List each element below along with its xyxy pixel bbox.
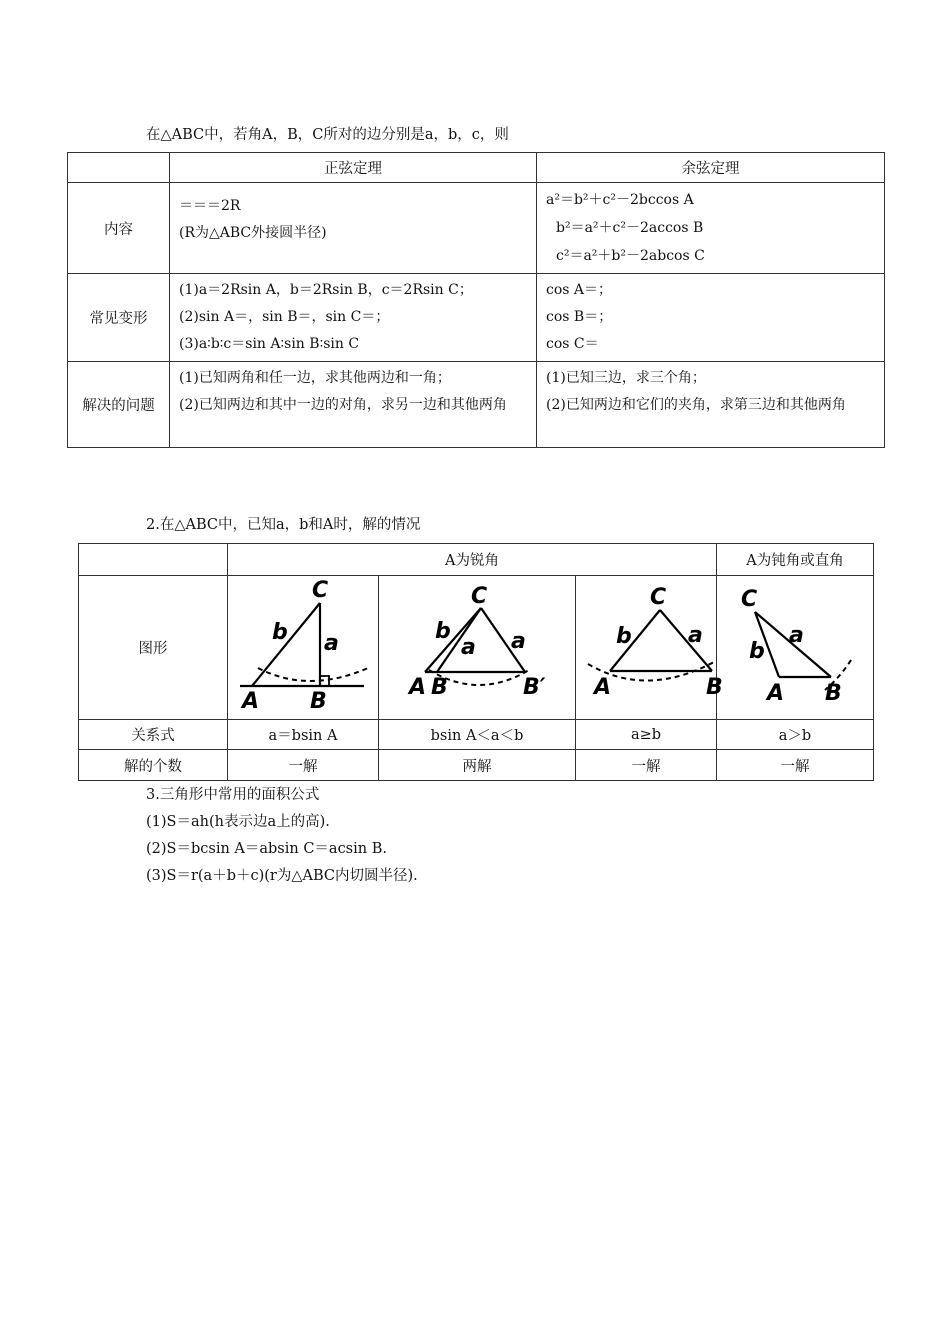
sine-problems: [170, 362, 537, 448]
header-cosine-law: 余弦定理: [537, 153, 885, 183]
section3: [146, 782, 418, 890]
area-formula: (2)S＝bcsin A＝absin C＝acsin B.: [146, 841, 387, 857]
intro-text: 在△ABC中，若角A，B，C所对的边分别是a，b，c，则: [146, 127, 509, 143]
count-cell: 两解: [379, 750, 576, 781]
fig1-label: a: [324, 631, 339, 656]
area-formula: (3)S＝r(a＋b＋c)(r为△ABC内切圆半径).: [146, 868, 418, 884]
relation-label: 关系式: [79, 720, 228, 750]
figure-two-solutions: [379, 576, 576, 720]
sine-content-line: (R为△ABC外接圆半径): [179, 225, 327, 241]
fig2-label: a: [511, 629, 526, 654]
fig4-label: C: [741, 587, 758, 612]
count-label: 解的个数: [79, 750, 228, 781]
cosine-problem-line: (1)已知三边，求三个角；: [546, 370, 706, 386]
cosine-variant-line: cos A＝；: [546, 282, 613, 298]
cosine-problem-line: (2)已知两边和它们的夹角，求第三边和其他两角: [546, 397, 846, 413]
fig4-label: a: [789, 623, 804, 648]
area-formula: (1)S＝ah(h表示边a上的高).: [146, 814, 330, 830]
relation-cell: a≥b: [576, 720, 717, 750]
fig4-label: b: [749, 639, 765, 664]
fig4-label: B: [825, 681, 842, 706]
count-cell: 一解: [576, 750, 717, 781]
sine-problem-line: (2)已知两边和其中一边的对角，求另一边和其他两角: [179, 397, 507, 413]
fig3-label: A: [594, 675, 612, 700]
fig4-label: A: [767, 681, 785, 706]
cosine-variants: [537, 274, 885, 362]
row-label-variants: 常见变形: [68, 274, 170, 362]
header-empty: [68, 153, 170, 183]
cosine-variant-line: cos B＝；: [546, 309, 613, 325]
figure-one-solution-a-ge-b: [576, 576, 723, 720]
header-empty: [79, 544, 228, 576]
fig3-label: b: [616, 624, 632, 649]
solution-cases-table: [78, 543, 874, 781]
fig1-label: B: [310, 689, 327, 714]
fig2-label: B′: [523, 675, 546, 700]
cosine-problems: [537, 362, 885, 448]
relation-cell: a＝bsin A: [228, 720, 379, 750]
fig2-label: B: [431, 675, 448, 700]
fig2-label: a: [461, 635, 476, 660]
sine-content: [170, 183, 537, 274]
fig3-label: a: [688, 623, 703, 648]
cosine-content-line: b²＝a²＋c²－2accos B: [556, 220, 704, 236]
section2-title: 2.在△ABC中，已知a，b和A时，解的情况: [146, 517, 421, 533]
cosine-content-line: a²＝b²＋c²－2bccos A: [546, 192, 694, 208]
header-acute: A为锐角: [228, 544, 717, 576]
header-obtuse: A为钝角或直角: [717, 544, 874, 576]
fig2-label: A: [409, 675, 427, 700]
cosine-content: [537, 183, 885, 274]
row-label-content: 内容: [68, 183, 170, 274]
fig3-label: B: [706, 675, 723, 700]
cosine-content-line: c²＝a²＋b²－2abcos C: [556, 248, 705, 264]
relation-cell: a＞b: [717, 720, 874, 750]
cosine-variant-line: cos C＝: [546, 336, 599, 352]
sine-variant-line: (1)a＝2Rsin A，b＝2Rsin B，c＝2Rsin C；: [179, 282, 473, 298]
fig2-label: C: [471, 584, 488, 609]
header-sine-law: 正弦定理: [170, 153, 537, 183]
fig2-label: b: [435, 619, 451, 644]
count-cell: 一解: [717, 750, 874, 781]
sine-content-line: ＝＝＝2R: [179, 198, 241, 214]
row-label-problems: 解决的问题: [68, 362, 170, 448]
relation-cell: bsin A＜a＜b: [379, 720, 576, 750]
sine-variants: [170, 274, 537, 362]
fig3-label: C: [650, 585, 667, 610]
sine-variant-line: (3)a∶b∶c＝sin A∶sin B∶sin C: [179, 336, 360, 352]
count-cell: 一解: [228, 750, 379, 781]
figure-one-solution-right: [228, 576, 379, 720]
fig1-label: b: [272, 620, 288, 645]
figure-label: 图形: [79, 576, 228, 720]
fig1-label: A: [242, 689, 260, 714]
section3-title: 3.三角形中常用的面积公式: [146, 787, 320, 803]
figure-obtuse: [717, 576, 874, 720]
sine-problem-line: (1)已知两角和任一边，求其他两边和一角；: [179, 370, 451, 386]
fig1-label: C: [312, 578, 329, 603]
theorem-table: [67, 152, 885, 448]
sine-variant-line: (2)sin A＝，sin B＝，sin C＝；: [179, 309, 390, 325]
